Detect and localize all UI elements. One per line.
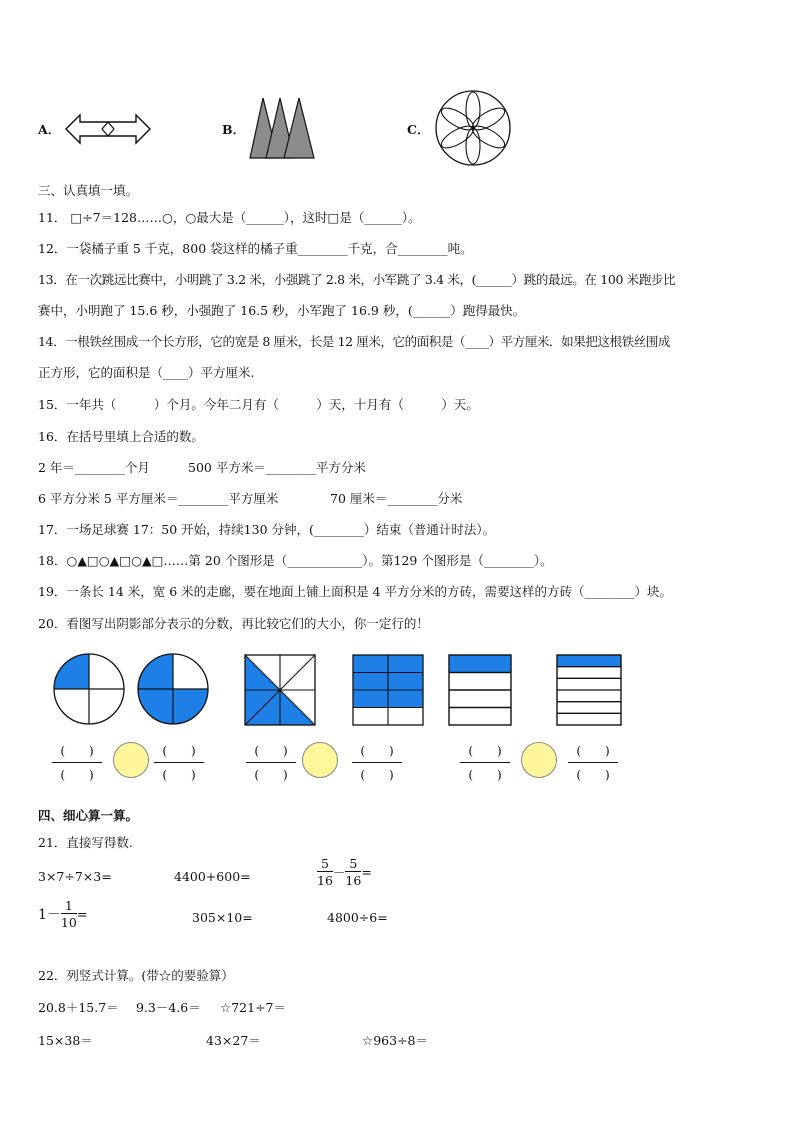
question-16-b: 500 平方米＝________平方分米 [188,460,366,475]
vertical-calc-6: ☆963÷8＝ [362,1033,428,1048]
compare-circle-3[interactable] [520,741,558,779]
calc-1: 3×7÷7×3= [38,869,112,884]
section4-title: 四、细心算一算。 [38,808,139,823]
calc-4: 1－ $\frac{1}{10}$ = [38,898,88,930]
vertical-calc-3: ☆721÷7＝ [220,1000,286,1015]
triangles-figure [248,96,316,160]
option-c-label: C． [407,122,430,137]
option-b-label: B． [222,122,246,137]
double-arrow-figure [64,112,152,146]
vertical-calc-2: 9.3－4.6＝ [136,1000,201,1015]
question-18: 18．○▲□○▲□○▲□……第 20 个图形是（____________）。第129 个图形是（________）。 [38,553,553,568]
question-16-d: 70 厘米＝________分米 [330,491,463,506]
question-11: 11． □÷7＝128……○，○最大是（______），这时□是（______）。 [38,210,421,225]
circle-three-quarter-figure [136,652,210,726]
striped-rectangle-6-figure [556,654,622,726]
question-16-a: 2 年＝________个月 [38,460,150,475]
flower-circle-figure [433,88,513,168]
question-15: 15．一年共（ ）个月。今年二月有（ ）天，十月有（ ）天。 [38,397,479,412]
option-a-label: A． [38,122,61,137]
question-16: 16．在括号里填上合适的数。 [38,429,204,444]
calc-3: $\frac{5}{16}$ － $\frac{5}{16}$ = [317,856,372,888]
vertical-calc-4: 15×38＝ [38,1033,93,1048]
fraction-blank-6[interactable]: ( ) ( ) [568,742,618,783]
calc-5: 305×10= [192,910,253,925]
question-14-line2: 正方形，它的面积是（____）平方厘米. [38,365,255,380]
question-13-line1: 13．在一次跳远比赛中，小明跳了 3.2 米，小强跳了 2.8 米，小军跳了 3.4 米，(______）跳的最远。在 100 米跑步比 [38,272,676,287]
striped-rectangle-4-figure [448,654,512,726]
compare-circle-1[interactable] [112,741,150,779]
question-21: 21．直接写得数. [38,835,133,850]
question-19: 19．一条长 14 米，宽 6 米的走廊，要在地面上铺上面积是 4 平方分米的方砖，需要这样的方砖（________）块。 [38,584,673,599]
question-16-c: 6 平方分米 5 平方厘米＝________平方厘米 [38,491,279,506]
question-13-line2: 赛中，小明跑了 15.6 秒，小强跑了 16.5 秒，小军跑了 16.9 秒，(______）跑得最快。 [38,303,526,318]
calc-6: 4800÷6= [327,910,388,925]
compare-circle-2[interactable] [301,741,339,779]
question-14-line1: 14．一根铁丝围成一个长方形，它的宽是 8 厘米，长是 12 厘米，它的面积是（____）平方厘米．如果把这根铁丝围成 [38,334,671,349]
calc-2: 4400+600= [174,869,251,884]
fraction-blank-5[interactable]: ( ) ( ) [460,742,510,783]
fraction-blank-2[interactable]: ( ) ( ) [154,742,204,783]
square-triangles-figure [244,654,316,726]
fraction-blank-3[interactable]: ( ) ( ) [246,742,296,783]
question-17: 17．一场足球赛 17：50 开始，持续130 分钟，(________）结束（普通计时法）。 [38,522,496,537]
vertical-calc-5: 43×27＝ [206,1033,261,1048]
fraction-blank-1[interactable]: ( ) ( ) [52,742,102,783]
circle-quarter-figure [52,652,126,726]
question-12: 12．一袋橘子重 5 千克，800 袋这样的橘子重________千克，合________吨。 [38,241,473,256]
section3-title: 三、认真填一填。 [38,183,139,198]
grid-rectangle-figure [352,654,424,726]
question-20: 20．看图写出阴影部分表示的分数，再比较它们的大小，你一定行的！ [38,616,429,631]
fraction-blank-4[interactable]: ( ) ( ) [352,742,402,783]
question-22: 22．列竖式计算。(带☆的要验算） [38,968,234,983]
vertical-calc-1: 20.8＋15.7＝ [38,1000,119,1015]
